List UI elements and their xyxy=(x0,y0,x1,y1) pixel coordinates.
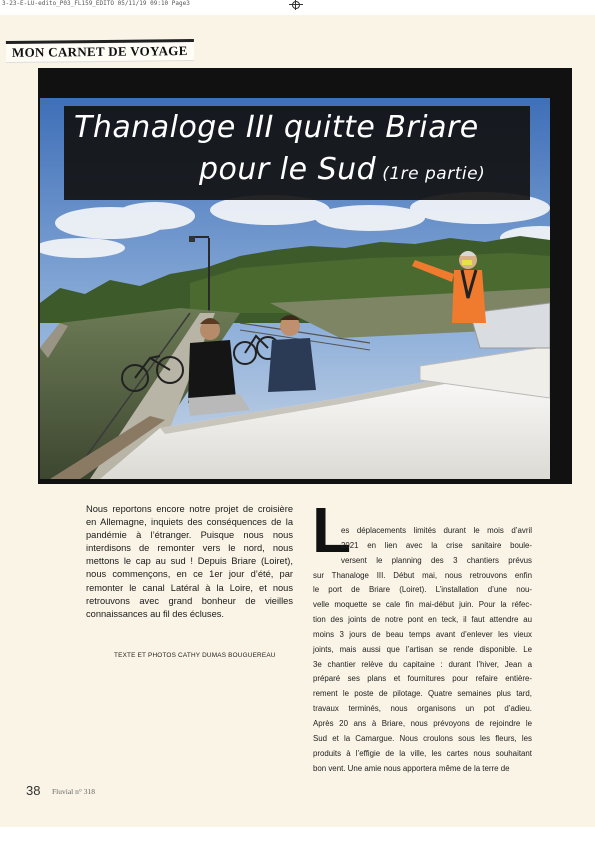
body-line: Sud et la Camargue. Nous croulons sous les fleurs, les xyxy=(313,733,532,743)
body-line: produits à l’effigie de la ville, les cartes nous souhaitant xyxy=(313,748,532,758)
body-line: rement le poste de pilotage. Quatre semaines plus tard, xyxy=(313,689,532,699)
body-column xyxy=(313,524,532,776)
body-line: tion des joints de notre pont en teck, il faut attendre au xyxy=(313,615,532,625)
body-line: velle moquette se cale fin mai-début juin. Pour la réfec- xyxy=(313,600,532,610)
title-part: (1re partie) xyxy=(382,164,486,184)
article-title-line2 xyxy=(199,152,485,187)
body-line: le port de Briare (Loiret). L’installation d’une nou- xyxy=(313,585,532,595)
body-line: 3e chantier relève du capitaine : durant l’hiver, Jean a xyxy=(313,659,532,669)
section-tag: MON CARNET DE VOYAGE xyxy=(6,39,194,62)
body-line: travaux terminés, nous organisons un pot d’adieu. xyxy=(313,704,532,714)
body-line: versent le planning des 3 chantiers prévus xyxy=(341,555,532,565)
registration-mark-icon xyxy=(289,0,303,10)
body-line: moins 3 jours de beau temps avant d’enlever les vieux xyxy=(313,629,532,639)
intro-paragraph: Nous reportons encore notre projet de croisière en Allemagne, inquiets des conséquences de la pandémie à l’étranger. Puisque nous nous interdisons de remonter vers le nord, nous mettons le cap au sud ! Depuis Briare (Loiret), nous commençons, en ce 1er jour d’été, par remonter le canal Latéral à la Loire, et nous retrouvons avec grand bonheur de vieilles connaissances au fil des écluses. xyxy=(86,504,293,619)
author-credit: TEXTE ET PHOTOS CATHY DUMAS BOUGUEREAU xyxy=(114,652,276,659)
drop-cap: L xyxy=(312,494,352,566)
body-line: sur Thanaloge III. Début mai, nous retrouvons enfin xyxy=(313,570,532,580)
print-slug: 3-23-E-LU-edito_P03_FL159_EDITO 05/11/19 09:10 Page3 xyxy=(2,0,190,7)
page-number: 38 xyxy=(26,783,41,798)
article-title: Thanaloge III quitte Briare xyxy=(74,110,479,145)
body-line: bon vent. Une amie nous apportera même de la terre de xyxy=(313,763,510,773)
lamp-post xyxy=(208,238,210,318)
body-line: joints, mais aussi que l’artisan se rende disponible. Le xyxy=(313,644,532,654)
body-line: es déplacements limités durant le mois d’avril xyxy=(341,526,532,535)
title-line2-text: pour le Sud xyxy=(199,152,377,187)
body-line: préparé ses plans et fournitures pour refaire entière- xyxy=(313,674,532,684)
magazine-issue: Fluvial n° 318 xyxy=(52,787,96,796)
body-line: Après 20 ans à Briare, nous prévoyons de rejoindre le xyxy=(313,718,532,728)
title-box xyxy=(64,106,530,200)
body-line: 2021 en lien avec la crise sanitaire boule- xyxy=(341,540,532,550)
